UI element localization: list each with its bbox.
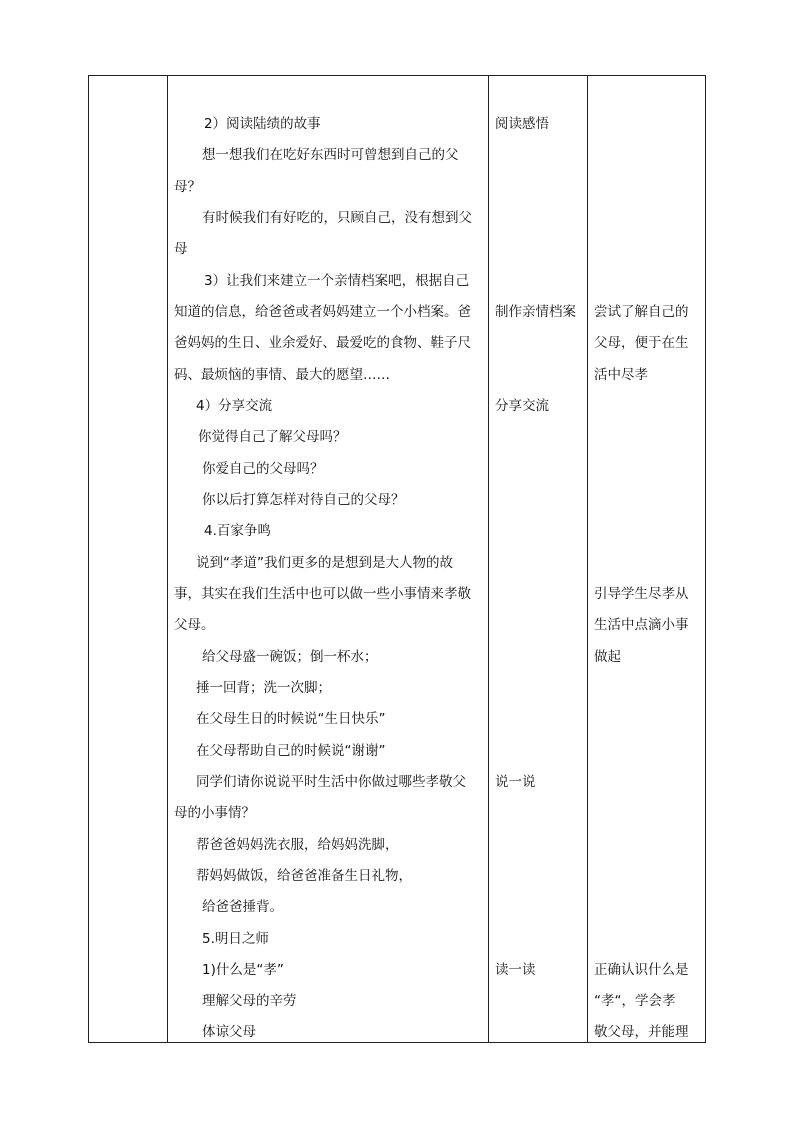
text-line: 帮爸爸妈妈洗衣服，给妈妈洗脚，	[196, 837, 399, 853]
text-line: 母？	[174, 179, 201, 195]
lesson-plan-table	[88, 75, 706, 1043]
activity-label: 制作亲情档案	[495, 304, 576, 320]
text-line: 在父母生日的时候说“生日快乐”	[196, 711, 386, 727]
blank-column	[89, 76, 167, 1042]
design-intent-column	[588, 76, 705, 1042]
intent-line: 尝试了解自己的	[594, 304, 689, 320]
text-line: 父母。	[174, 617, 215, 633]
text-line: 事，其实在我们生活中也可以做一些小事情来孝敬	[174, 586, 471, 602]
text-line: 4）分享交流	[196, 398, 273, 414]
text-line: 你以后打算怎样对待自己的父母？	[202, 492, 405, 508]
text-line: 理解父母的辛劳	[202, 993, 297, 1009]
student-activity-column	[489, 76, 587, 1042]
intent-line: 活中尽孝	[594, 367, 648, 383]
text-line: 你觉得自己了解父母吗？	[198, 429, 347, 445]
text-line: 说到“孝道”我们更多的是想到是大人物的故	[196, 555, 453, 571]
intent-line: “孝“，学会孝	[594, 993, 676, 1009]
text-line: 在父母帮助自己的时候说“谢谢”	[196, 743, 386, 759]
text-line: 母的小事情？	[174, 805, 255, 821]
text-line: 爸妈妈的生日、业余爱好、最爱吃的食物、鞋子尺	[174, 335, 471, 351]
text-line: 有时候我们有好吃的，只顾自己，没有想到父	[202, 210, 472, 226]
text-line: 体谅父母	[202, 1024, 256, 1040]
text-line: 5.明日之师	[202, 931, 269, 947]
text-line: 码、最烦恼的事情、最大的愿望……	[174, 367, 390, 383]
activity-label: 说一说	[495, 774, 536, 790]
text-line: 捶一回背；洗一次脚；	[196, 680, 331, 696]
intent-line: 引导学生尽孝从	[594, 586, 689, 602]
text-line: 同学们请你说说平时生活中你做过哪些孝敬父	[196, 774, 466, 790]
activity-label: 阅读感悟	[495, 116, 549, 132]
intent-line: 父母，便于在生	[594, 335, 689, 351]
text-line: 1)什么是“孝”	[202, 962, 284, 978]
text-line: 你爱自己的父母吗？	[202, 461, 324, 477]
text-line: 帮妈妈做饭，给爸爸准备生日礼物，	[196, 868, 412, 884]
activity-label: 读一读	[495, 962, 536, 978]
text-line: 给父母盛一碗饭；倒一杯水；	[202, 649, 378, 665]
teaching-process-column	[168, 76, 488, 1042]
activity-label: 分享交流	[495, 398, 549, 414]
text-line: 母	[174, 241, 188, 257]
text-line: 2）阅读陆绩的故事	[204, 116, 321, 132]
intent-line: 做起	[594, 649, 621, 665]
text-line: 给爸爸捶背。	[202, 899, 283, 915]
text-line: 3）让我们来建立一个亲情档案吧，根据自己	[204, 273, 470, 289]
intent-line: 生活中点滴小事	[594, 617, 689, 633]
text-line: 知道的信息，给爸爸或者妈妈建立一个小档案。爸	[174, 304, 471, 320]
intent-line: 正确认识什么是	[594, 962, 689, 978]
text-line: 4.百家争鸣	[204, 523, 271, 539]
text-line: 想一想我们在吃好东西时可曾想到自己的父	[202, 147, 459, 163]
intent-line: 敬父母，并能理	[594, 1024, 689, 1040]
